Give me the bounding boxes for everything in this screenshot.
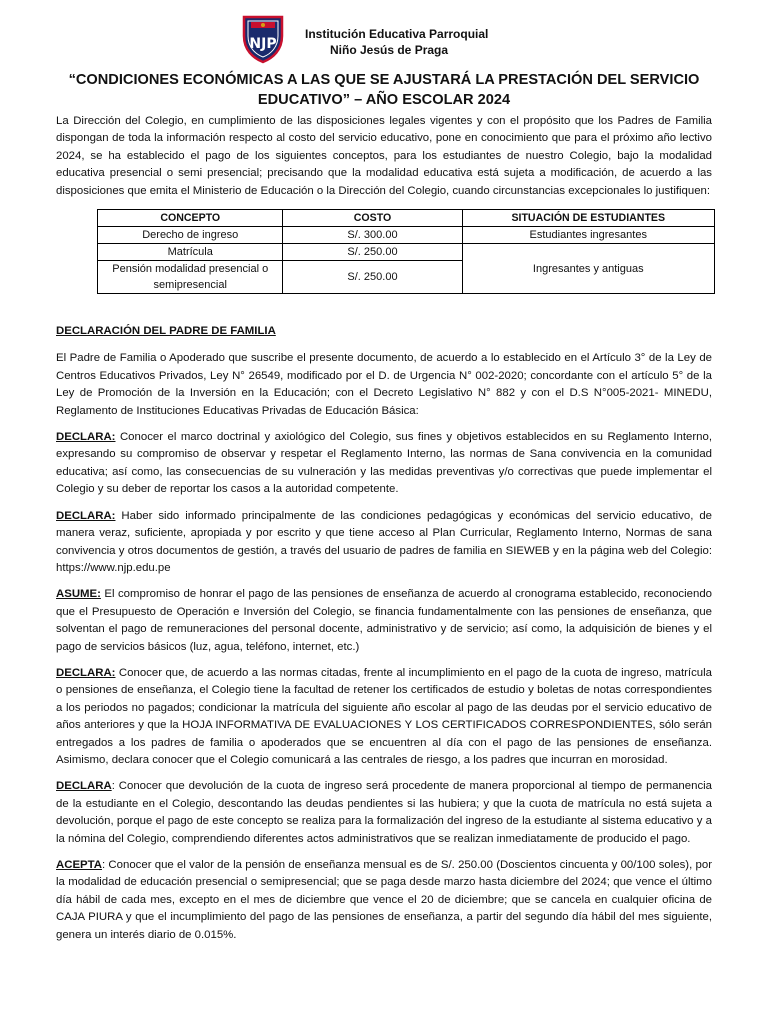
clause-paragraph [56, 778, 712, 848]
clause-keyword: ACEPTA [56, 859, 102, 871]
cell-costo: S/. 250.00 [283, 261, 462, 294]
header-concepto: CONCEPTO [98, 210, 283, 227]
cell-costo: S/. 250.00 [283, 244, 462, 261]
cell-concepto: Matrícula [98, 244, 283, 261]
clause-text: Haber sido informado principalmente de las condiciones pedagógicas y económicas del servicio educativo, de manera veraz, suficiente, apropiada y por escrito y que tiene acceso al Plan Curricular, Reglamento Interno, Normas de sana convivencia y otros documentos de gestión, a través del usuario de padres de familia en SIEWEB y en la página web del Colegio: https://www.njp.edu.pe [56, 509, 712, 574]
declaration-intro: El Padre de Familia o Apoderado que suscribe el presente documento, de acuerdo a lo establecido en el Artículo 3° de la Ley de Centros Educativos Privados, Ley N° 26549, modificado por el D. de Urgencia N° 002-2020; concordante con el artículo 5° de la Ley de Promoción de la Inversión en la Educación; con el Decreto Legislativo N° 882 y con el D.S N°005-2021- MINEDU, Reglamento de Instituciones Educativas Privadas de Educación Básica: [56, 352, 712, 417]
svg-text:NJP: NJP [249, 36, 277, 52]
table-header-row [98, 210, 715, 227]
clause-keyword: DECLARA [56, 780, 112, 793]
clause-keyword: DECLARA: [56, 509, 116, 522]
clause-keyword: DECLARA: [56, 666, 116, 679]
institution-name [305, 26, 488, 58]
declaration-heading: DECLARACIÓN DEL PADRE DE FAMILIA [56, 325, 276, 338]
cell-situacion: Estudiantes ingresantes [462, 227, 715, 244]
clause-paragraph [56, 508, 712, 578]
cell-situacion: Ingresantes y antiguas [462, 244, 715, 294]
institution-line-1: Institución Educativa Parroquial [305, 27, 489, 41]
clause-keyword: ASUME: [56, 588, 101, 601]
clause-text: Conocer que, de acuerdo a las normas citadas, frente al incumplimiento en el pago de la cuota de ingreso, matrícula o pensiones de enseñanza, el Colegio tiene la facultad de retener los certificados de estudio y boletas de notas correspondientes a los periodos no pagados; condicionar la matrícula del siguiente año escolar al pago de las deudas por el servicio educativo de años anteriores y que la HOJA INFORMATIVA DE EVALUACIONES Y LOS CERTIFICADOS CORRESPONDIENTES, sólo serán entregados a los padres de familia o apoderados que se encuentren al día con el pago de las pensiones de enseñanza. Asimismo, declara conocer que el Colegio comunicará a las centrales de riesgo, a los padres que incurran en morosidad. [56, 666, 712, 766]
clause-keyword: DECLARA: [56, 431, 116, 444]
fees-table [97, 209, 715, 294]
clause-paragraph [56, 857, 712, 944]
table-row [98, 227, 715, 244]
clause-text: El compromiso de honrar el pago de las pensiones de enseñanza de acuerdo al cronograma establecido, reconociendo que el Presupuesto de Operación e Inversión del Colegio, se financia fundamentalmente con las pensiones de enseñanza, que solventan el pago de remuneraciones del personal docente, administrativo y de servicio; así como, la adquisición de bienes y el pago de servicios básicos (luz, agua, teléfono, internet, etc.) [56, 588, 712, 653]
clause-text: : Conocer que el valor de la pensión de enseñanza mensual es de S/. 250.00 (Doscientos cincuenta y 00/100 soles), por la modalidad de educación presencial o semipresencial; que se paga desde marzo hasta diciembre del 2024; que vence el último día hábil de cada mes, excepto en el mes de diciembre que vence el 20 de diciembre; que se cancela en cualquier oficina de CAJA PIURA y que el incumplimiento del pago de las pensiones de enseñanza, a partir del segundo día hábil del mes siguiente, genera un interés diario de 0.015%. [56, 859, 712, 941]
document-header [0, 12, 768, 64]
document-title: “CONDICIONES ECONÓMICAS A LAS QUE SE AJUSTARÁ LA PRESTACIÓN DEL SERVICIO EDUCATIVO” – AÑO ESCOLAR 2024 [68, 72, 700, 108]
clause-paragraph [56, 586, 712, 656]
institution-line-2: Niño Jesús de Praga [330, 43, 449, 57]
cell-costo: S/. 300.00 [283, 227, 462, 244]
school-crest-icon [241, 14, 285, 64]
clause-text: : Conocer que devolución de la cuota de ingreso será procedente de manera proporcional al tiempo de permanencia de la estudiante en el Colegio, descontando las deudas pendientes si las hubiera; y que la cuota de matrícula no está sujeta a devolución, porque el pago de este concepto se realiza para la formalización del ingreso de la estudiante al sistema educativo y a la nómina del Colegio, comprendiendo diferentes actos administrativos que se realizan inmediatamente de producido el pago. [56, 780, 712, 845]
header-situacion: SITUACIÓN DE ESTUDIANTES [462, 210, 715, 227]
cell-concepto: Pensión modalidad presencial o semipresencial [98, 261, 283, 294]
clause-paragraph [56, 429, 712, 499]
clause-paragraph [56, 665, 712, 769]
cell-concepto: Derecho de ingreso [98, 227, 283, 244]
table-row [98, 244, 715, 261]
header-costo: COSTO [283, 210, 462, 227]
intro-paragraph: La Dirección del Colegio, en cumplimiento de las disposiciones legales vigentes y con el propósito que los Padres de Familia dispongan de toda la información respecto al costo del servicio educativo, pone en conocimiento que para el próximo año lectivo 2024, se ha establecido el pago de los siguientes conceptos, para los estudiantes de nuestro Colegio, bajo la modalidad educativa presencial o semi presencial; precisando que la modalidad educativa está sujeta a modificación, de acuerdo a las disposiciones que emita el Ministerio de Educación o la Dirección del Colegio, cuando circunstancias excepcionales lo justifiquen: [56, 115, 712, 197]
document-body [56, 113, 712, 953]
clause-text: Conocer el marco doctrinal y axiológico del Colegio, sus fines y objetivos establecidos en su Reglamento Interno, expresando su compromiso de observar y respetar el Reglamento Interno, las normas de Sana convivencia en la comunidad educativa; así como, las consecuencias de su vulneración y las medidas preventivas y/o correctivas que puede implementar el Colegio y su deber de reportar los casos a la autoridad competente. [56, 431, 712, 496]
